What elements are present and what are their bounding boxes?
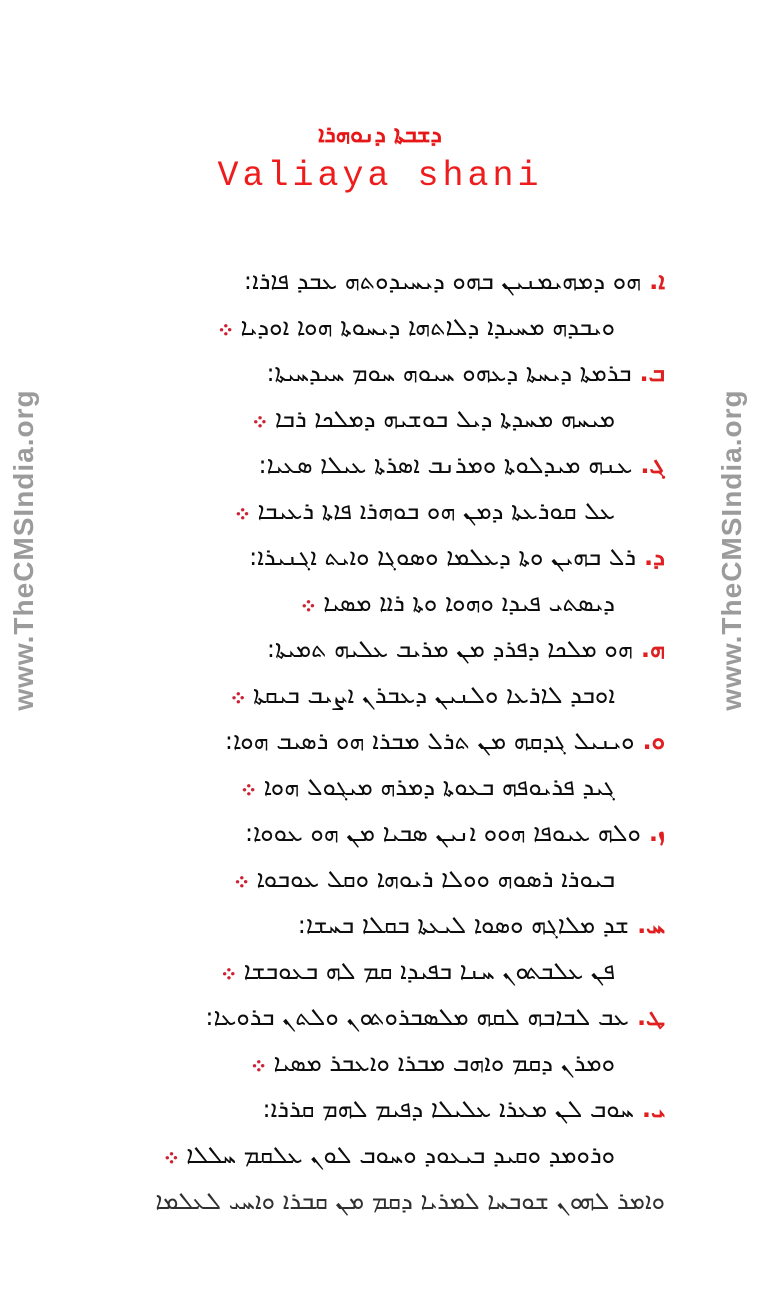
verse-5-text-2: ܐܘܒܕ ܠܐܪܥܐ ܘܠܢܝܢ ܕܥܒܪܢ ܐܨܝܒ ܒܝܩܬܐ [252,681,615,709]
partial-bottom-line [95,1178,665,1215]
verse-8-line-2 [95,948,665,994]
verse-2-marker: ܒ. [639,359,665,387]
verse-3-line-2 [95,488,665,534]
verse-7-text-1: ܘܠܗ ܥܝܘܦܐ ܗܘܘ ܐܢܝܢ ܣܒܝܐ ܡܢ ܗܘ ܥܘܘܐ: [244,819,641,847]
verse-1-marker: ܐ. [649,267,665,295]
verse-1-line-1 [95,258,665,304]
verse-5-marker: ܗ. [640,635,665,663]
verse-10-line-2 [95,1132,665,1178]
verse-8-end-of-verse-mark: ܀ [221,957,236,985]
verse-4-line-1 [95,534,665,580]
verse-1-line-2 [95,304,665,350]
verse-6-text-2: ܓܝܕ ܦܪܝܘܦܗ ܒܥܘܬܐ ܕܡܪܗ ܡܝܓܘܠ ܗܘܐ [263,773,615,801]
verse-5-line-1 [95,626,665,672]
verse-2-text-2: ܡܝܚܗ ܡܚܕܬܐ ܕܝܠ ܒܘܫܝܗ ܕܡܠܟܐ ܪܒܐ [274,405,615,433]
verse-6-text-1: ܘܝܢܝܠ ܓܕܩܗ ܡܢ ܬܪܠ ܡܒܪܐ ܗܘ ܪܣܝܒ ܗܘܐ: [224,727,635,755]
verse-1-end-of-verse-mark: ܀ [218,313,233,341]
verse-3-end-of-verse-mark: ܀ [235,497,250,525]
verse-9-text-1: ܥܒ ܠܒܐܒܗ ܠܩܗ ܡܠܣܒܪܘܬܘܢ ܘܠܬܢ ܒܪܘܥܐ: [205,1003,629,1031]
verse-10-marker: ܝ. [641,1095,665,1123]
verse-1-text-2: ܘܝܒܕܗ ܡܚܝܕܐ ܕܠܐܬܗܐ ܕܝܚܘܬܐ ܗܘܐ ܐܘܕܝܐ [240,313,615,341]
verse-5-end-of-verse-mark: ܀ [230,681,245,709]
verse-4-line-2 [95,580,665,626]
verse-list [95,258,665,1215]
verse-2-text-1: ܒܪܡܬܐ ܕܝܚܬܐ ܕܥܗܘ ܚܝܘܗ ܚܘܡ ܚܝܕܚܝܬܐ: [266,359,632,387]
verse-5-line-2 [95,672,665,718]
verse-7-marker: ܙ. [648,819,665,847]
verse-6-line-2 [95,764,665,810]
title-syriac: ܕܫܒܬܐ ܕܢܘܗܪܐ [318,122,442,148]
verse-2-line-1 [95,350,665,396]
verse-8-text-2: ܦܢ ܥܠܒܬܘܢ ܚܢܐ ܒܦܝܕܐ ܩܡ ܠܗ ܒܥܘܒܫܐ [243,957,615,985]
verse-1-text-1: ܗܘ ܕܡܗܝܡܢܝܢ ܒܗܘ ܕܝܚܝܕܘܬܗ ܥܒܕ ܦܐܪܐ: [243,267,642,295]
verse-10-line-1 [95,1086,665,1132]
verse-4-end-of-verse-mark: ܀ [300,589,316,617]
verse-6-marker: ܘ. [642,727,665,755]
verse-7-end-of-verse-mark: ܀ [234,865,249,893]
verse-8-text-1: ܫܕ ܡܠܐܓܗ ܘܣܘܐ ܠܝܥܬܐ ܒܩܠܐ ܒܚܫܐ: [297,911,630,939]
verse-8-line-1 [95,902,665,948]
watermark-right: www.TheCMSIndia.org [716,389,747,711]
verse-10-end-of-verse-mark: ܀ [163,1141,179,1169]
verse-5-text-1: ܗܘ ܡܠܟܐ ܕܦܪܕ ܡܢ ܡܪܝܒ ܥܠܝܗ ܬܡܝܬܐ: [266,635,633,663]
verse-3-text-2: ܥܠ ܩܘܪܥܬܐ ܕܡܢ ܗܘ ܒܘܗܪܐ ܦܐܬܐ ܪܥܝܒܐ [257,497,615,525]
verse-9-end-of-verse-mark: ܀ [251,1049,266,1077]
verse-4-text-2: ܕܝܣܬܝ ܦܝܕܐ ܘܗܘܐ ܘܬܐ ܪܐܐ ܡܣܝܐ [323,589,615,617]
verse-7-line-1 [95,810,665,856]
verse-4-marker: ܕ. [644,543,665,571]
page-title: Valiaya shani [217,156,543,196]
verse-2-line-2 [95,396,665,442]
verse-10-text-1: ܚܘܒ ܠܢ ܡܥܪܐ ܥܠܝܠܐ ܕܦܝܡ ܠܗܡ ܩܪܪܐ: [262,1095,634,1123]
verse-6-line-1 [95,718,665,764]
verse-3-line-1 [95,442,665,488]
verse-4-text-1: ܪܠ ܒܗܝܢ ܘܬܐ ܕܥܠܡܐ ܘܣܘܓܐ ܘܐܝܬ ܐܓܢܝܪܐ: [249,543,637,571]
verse-7-text-2: ܒܝܘܪܐ ܪܣܘܗ ܘܘܠܐ ܪܝܘܗܐ ܘܩܠ ܥܘܒܘܐ [256,865,615,893]
watermark-left: www.TheCMSIndia.org [8,389,39,711]
verse-10-text-2: ܘܪܘܡܕ ܘܩܝܕ ܒܝܥܘܕ ܘܚܘܒ ܠܘܢ ܥܠܩܡ ܚܠܠܐ [186,1141,615,1169]
verse-7-line-2 [95,856,665,902]
verse-9-line-1 [95,994,665,1040]
verse-9-marker: ܛ. [636,1003,665,1031]
verse-3-text-1: ܥܢܗ ܡܝܕܠܘܬܐ ܘܡܪܢܒ ܐܣܪܬܐ ܥܝܠܐ ܣܥܝܐ: [258,451,633,479]
verse-8-marker: ܚ. [637,911,665,939]
verse-9-text-2: ܘܡܪܢ ܕܩܡ ܘܐܗܒ ܡܒܪܐ ܘܐܥܒܪ ܡܣܝܐ [273,1049,615,1077]
verse-3-marker: ܓ. [640,451,665,479]
verse-9-line-2 [95,1040,665,1086]
verse-2-end-of-verse-mark: ܀ [252,405,267,433]
verse-6-end-of-verse-mark: ܀ [241,773,256,801]
partial-bottom-line-text: ܘܐܡܪ ܠܗܘܢ ܫܘܒܚܐ ܠܡܪܝܐ ܕܩܡ ܡܢ ܩܒܪܐ ܘܐܚܝ ܠܥܠܡܐ [155,1187,665,1215]
